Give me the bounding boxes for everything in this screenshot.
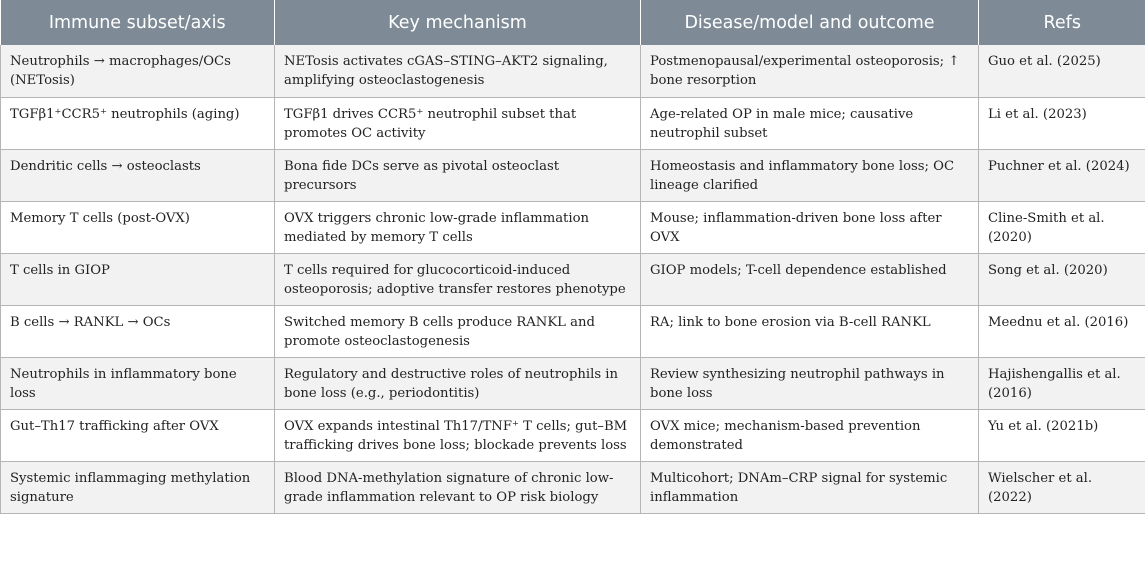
- cell-mechanism: Bona fide DCs serve as pivotal osteoclast precursors: [275, 149, 641, 201]
- cell-subset: TGFβ1⁺CCR5⁺ neutrophils (aging): [1, 97, 275, 149]
- cell-subset: Systemic inflammaging methylation signature: [1, 461, 275, 513]
- cell-refs: Wielscher et al. (2022): [979, 461, 1145, 513]
- cell-mechanism: T cells required for glucocorticoid-induced osteoporosis; adoptive transfer restores phenotype: [275, 253, 641, 305]
- cell-outcome: Multicohort; DNAm–CRP signal for systemic inflammation: [641, 461, 979, 513]
- cell-outcome: OVX mice; mechanism-based prevention demonstrated: [641, 409, 979, 461]
- header-row: [1, 0, 1145, 45]
- cell-subset: Neutrophils in inflammatory bone loss: [1, 357, 275, 409]
- table-row: [1, 201, 1145, 253]
- table-row: [1, 149, 1145, 201]
- cell-refs: Yu et al. (2021b): [979, 409, 1145, 461]
- cell-subset: Dendritic cells → osteoclasts: [1, 149, 275, 201]
- table-row: [1, 97, 1145, 149]
- cell-outcome: Homeostasis and inflammatory bone loss; OC lineage clarified: [641, 149, 979, 201]
- cell-outcome: GIOP models; T-cell dependence established: [641, 253, 979, 305]
- cell-mechanism: TGFβ1 drives CCR5⁺ neutrophil subset that promotes OC activity: [275, 97, 641, 149]
- table-header: [1, 0, 1145, 45]
- cell-refs: Hajishengallis et al. (2016): [979, 357, 1145, 409]
- cell-subset: Neutrophils → macrophages/OCs (NETosis): [1, 45, 275, 97]
- header-disease-outcome: Disease/model and outcome: [641, 0, 979, 45]
- header-immune-subset: Immune subset/axis: [1, 0, 275, 45]
- table-body: [1, 45, 1145, 513]
- cell-outcome: Mouse; inflammation-driven bone loss after OVX: [641, 201, 979, 253]
- cell-refs: Meednu et al. (2016): [979, 305, 1145, 357]
- cell-subset: Memory T cells (post-OVX): [1, 201, 275, 253]
- cell-mechanism: OVX expands intestinal Th17/TNF⁺ T cells; gut–BM trafficking drives bone loss; blockade prevents loss: [275, 409, 641, 461]
- table-row: [1, 253, 1145, 305]
- table-row: [1, 305, 1145, 357]
- cell-mechanism: Blood DNA-methylation signature of chronic low-grade inflammation relevant to OP risk biology: [275, 461, 641, 513]
- cell-subset: B cells → RANKL → OCs: [1, 305, 275, 357]
- table-row: [1, 409, 1145, 461]
- table-row: [1, 45, 1145, 97]
- cell-outcome: Age-related OP in male mice; causative neutrophil subset: [641, 97, 979, 149]
- cell-refs: Li et al. (2023): [979, 97, 1145, 149]
- cell-refs: Guo et al. (2025): [979, 45, 1145, 97]
- cell-subset: T cells in GIOP: [1, 253, 275, 305]
- cell-outcome: RA; link to bone erosion via B-cell RANKL: [641, 305, 979, 357]
- cell-refs: Puchner et al. (2024): [979, 149, 1145, 201]
- cell-mechanism: Switched memory B cells produce RANKL and promote osteoclastogenesis: [275, 305, 641, 357]
- cell-mechanism: Regulatory and destructive roles of neutrophils in bone loss (e.g., periodontitis): [275, 357, 641, 409]
- cell-outcome: Postmenopausal/experimental osteoporosis; ↑ bone resorption: [641, 45, 979, 97]
- header-key-mechanism: Key mechanism: [275, 0, 641, 45]
- cell-outcome: Review synthesizing neutrophil pathways in bone loss: [641, 357, 979, 409]
- cell-refs: Song et al. (2020): [979, 253, 1145, 305]
- table-row: [1, 357, 1145, 409]
- cell-subset: Gut–Th17 trafficking after OVX: [1, 409, 275, 461]
- table-row: [1, 461, 1145, 513]
- header-refs: Refs: [979, 0, 1145, 45]
- cell-refs: Cline-Smith et al. (2020): [979, 201, 1145, 253]
- cell-mechanism: OVX triggers chronic low-grade inflammation mediated by memory T cells: [275, 201, 641, 253]
- cell-mechanism: NETosis activates cGAS–STING–AKT2 signaling, amplifying osteoclastogenesis: [275, 45, 641, 97]
